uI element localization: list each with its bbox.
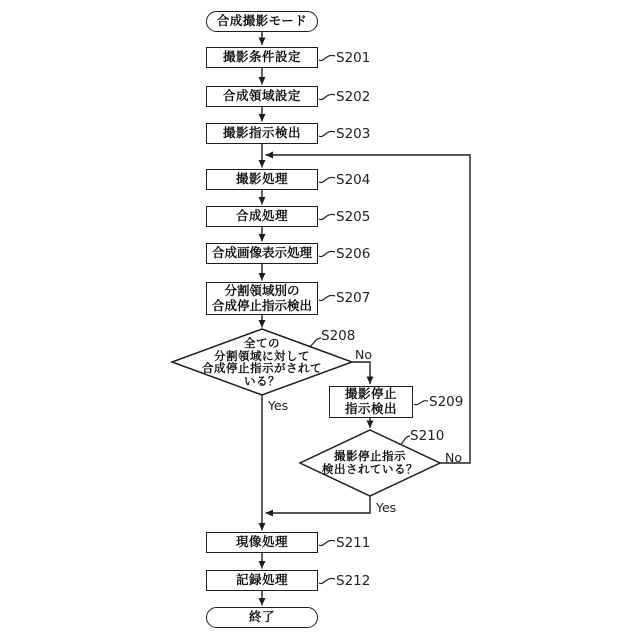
- leader-s212: [319, 578, 335, 583]
- connector-s208-no-s209: [352, 362, 370, 384]
- step-label-s211: S211: [336, 535, 371, 551]
- step-label-s205: S205: [336, 209, 371, 225]
- leader-s211: [319, 540, 335, 545]
- leader-s210: [399, 436, 410, 444]
- connector-s210-yes-merge: [266, 496, 371, 513]
- edge-label-s208-no: No: [355, 347, 372, 362]
- process-s206: 合成画像表示処理: [206, 243, 318, 264]
- step-label-s212: S212: [336, 573, 371, 589]
- step-label-s210: S210: [410, 428, 445, 444]
- process-s207: [206, 282, 318, 315]
- decision-s210-line1: 撮影停止指示: [334, 449, 406, 463]
- process-s209-line2: 指示検出: [344, 401, 397, 416]
- step-label-s204: S204: [336, 172, 371, 188]
- leader-s201: [319, 55, 335, 60]
- process-s207-line1: 分割領域別の: [224, 282, 300, 298]
- process-s202: 合成領域設定: [206, 86, 318, 107]
- step-label-s203: S203: [336, 126, 371, 142]
- edge-label-s210-yes: Yes: [376, 500, 397, 515]
- process-s203: 撮影指示検出: [206, 123, 318, 144]
- step-label-s208: S208: [321, 328, 356, 344]
- edge-label-s208-yes: Yes: [268, 398, 289, 413]
- leader-s207: [319, 295, 335, 300]
- process-s207-line2: 合成停止指示検出: [211, 297, 312, 313]
- process-s209-line1: 撮影停止: [344, 386, 397, 402]
- decision-s208-line2: 分割領域に対して: [214, 348, 310, 363]
- leader-s203: [319, 131, 335, 136]
- process-s209: [329, 386, 413, 418]
- step-label-s206: S206: [336, 246, 371, 262]
- edge-label-s210-no: No: [445, 450, 462, 465]
- step-label-s209: S209: [429, 394, 464, 410]
- terminal-start: 合成撮影モード: [206, 11, 318, 32]
- process-s205: 合成処理: [206, 206, 318, 227]
- step-label-s201: S201: [336, 50, 371, 66]
- process-s212: 記録処理: [206, 570, 318, 591]
- leader-s204: [319, 177, 335, 182]
- process-s211: 現像処理: [206, 532, 318, 553]
- decision-s210-text: [300, 450, 440, 476]
- process-s204: 撮影処理: [206, 169, 318, 190]
- leader-s206: [319, 251, 335, 256]
- step-label-s202: S202: [336, 89, 371, 105]
- leader-s202: [319, 94, 335, 99]
- decision-s208-text: [172, 337, 352, 387]
- decision-s210-line2: 検出されている？: [322, 462, 418, 476]
- decision-s208-line4: いる？: [244, 373, 280, 388]
- process-s201: 撮影条件設定: [206, 47, 318, 68]
- decision-s208-line1: 全ての: [244, 336, 280, 350]
- leader-s209: [414, 401, 428, 405]
- step-label-s207: S207: [336, 290, 371, 306]
- decision-s208-line3: 合成停止指示がされて: [202, 361, 322, 376]
- leader-s205: [319, 214, 335, 219]
- terminal-end: 終了: [206, 607, 318, 628]
